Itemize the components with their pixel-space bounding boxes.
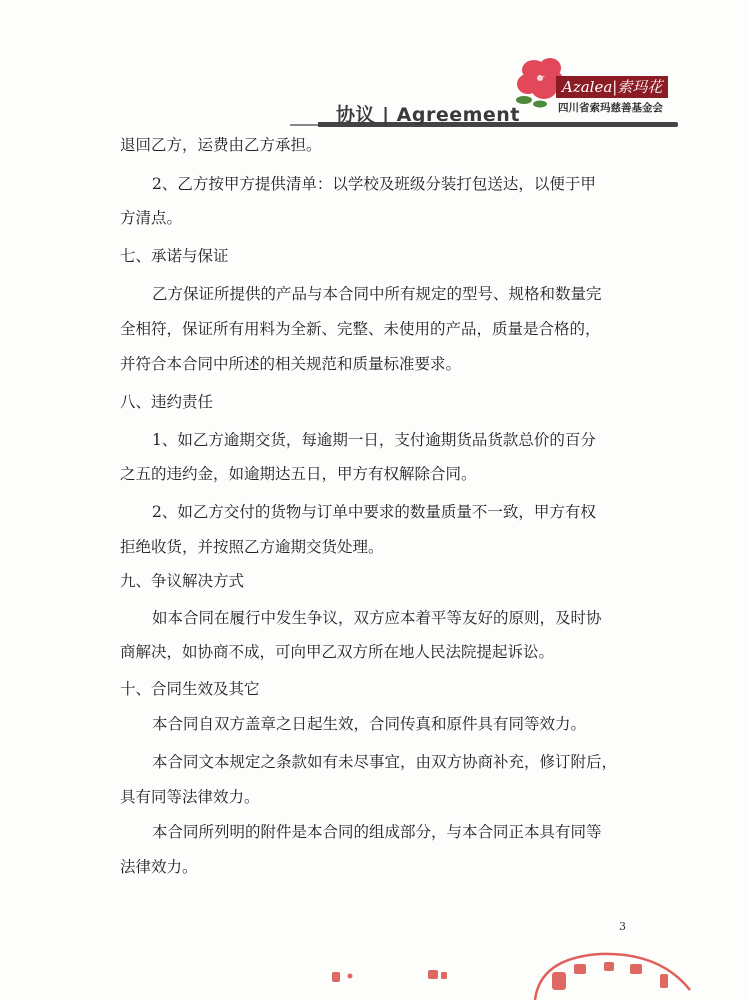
- text-line: 2、如乙方交付的货物与订单中要求的数量质量不一致，甲方有权: [152, 503, 596, 521]
- header-title: 协议 | Agreement: [336, 104, 520, 126]
- text-line: 全相符，保证所有用料为全新、完整、未使用的产品，质量是合格的，: [120, 320, 601, 338]
- foundation-logo: [512, 48, 672, 116]
- text-line: 本合同文本规定之条款如有未尽事宜，由双方协商补充，修订附后，: [152, 753, 618, 771]
- section-heading: 八、违约责任: [120, 393, 214, 411]
- page-number: 3: [619, 920, 626, 933]
- text-line: 方清点。: [120, 209, 183, 227]
- text-line: 本合同自双方盖章之日起生效，合同传真和原件具有同等效力。: [152, 715, 587, 733]
- text-line: 本合同所列明的附件是本合同的组成部分，与本合同正本具有同等: [152, 823, 602, 841]
- page-header: [0, 0, 750, 135]
- header-rule-left: [290, 124, 320, 126]
- text-line: 2、乙方按甲方提供清单：以学校及班级分装打包送达，以便于甲: [152, 175, 596, 193]
- text-line: 具有同等法律效力。: [120, 788, 260, 806]
- text-line: 并符合本合同中所述的相关规范和质量标准要求。: [120, 355, 462, 373]
- text-line: 之五的违约金，如逾期达五日，甲方有权解除合同。: [120, 465, 477, 483]
- section-heading: 七、承诺与保证: [120, 247, 229, 265]
- text-line: 乙方保证所提供的产品与本合同中所有规定的型号、规格和数量完: [152, 285, 602, 303]
- logo-subtitle: 四川省索玛慈善基金会: [558, 102, 663, 114]
- text-line: 法律效力。: [120, 858, 198, 876]
- logo-wordmark: Azalea|索玛花: [556, 76, 668, 98]
- text-line: 退回乙方，运费由乙方承担。: [120, 136, 322, 154]
- text-line: 商解决，如协商不成，可向甲乙双方所在地人民法院提起诉讼。: [120, 643, 555, 661]
- section-heading: 九、争议解决方式: [120, 572, 245, 590]
- text-line: 如本合同在履行中发生争议，双方应本着平等友好的原则，及时协: [152, 609, 602, 627]
- section-heading: 十、合同生效及其它: [120, 680, 260, 698]
- red-seal-stamp-fragments: [0, 950, 750, 1000]
- text-line: 1、如乙方逾期交货，每逾期一日，支付逾期货品货款总价的百分: [152, 431, 596, 449]
- text-line: 拒绝收货，并按照乙方逾期交货处理。: [120, 538, 384, 556]
